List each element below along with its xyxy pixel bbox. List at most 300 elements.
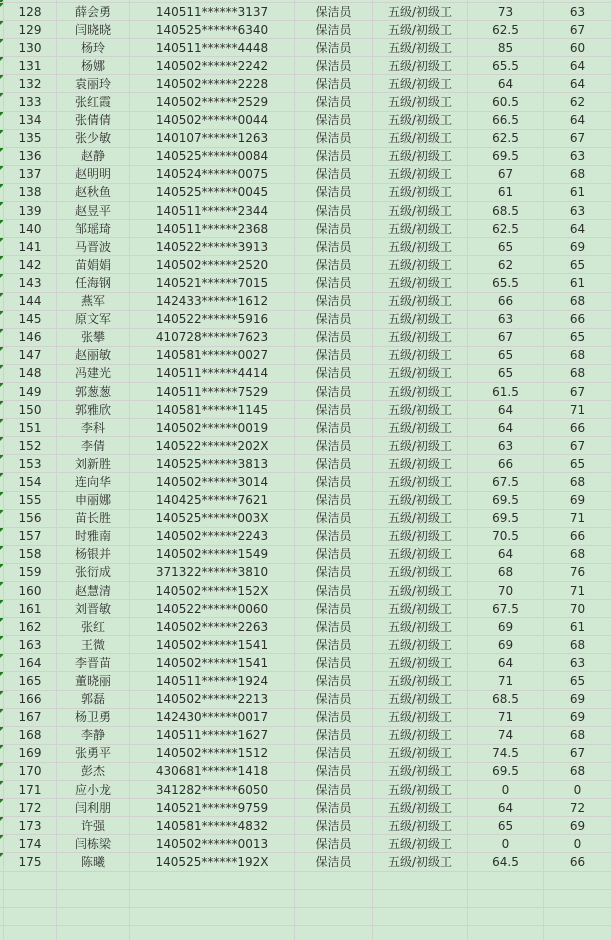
cell-score-2[interactable]: 68 [544,636,611,654]
cell-score-1[interactable]: 73 [468,3,544,21]
cell-skill-level[interactable]: 五级/初级工 [373,618,468,636]
cell-id-number-masked[interactable]: 140525******192X [130,853,295,871]
cell-skill-level[interactable]: 五级/初级工 [373,727,468,745]
cell-job-title[interactable]: 保洁员 [295,75,373,93]
cell-skill-level[interactable]: 五级/初级工 [373,691,468,709]
cell-score-2[interactable]: 68 [544,727,611,745]
cell-employee-name[interactable]: 董晓丽 [57,672,130,690]
cell-id-number-masked[interactable]: 140502******1541 [130,636,295,654]
cell-row-number[interactable]: 164 [4,654,57,672]
cell-skill-level[interactable]: 五级/初级工 [373,130,468,148]
cell-score-1[interactable]: 66 [468,293,544,311]
cell-job-title[interactable]: 保洁员 [295,835,373,853]
cell-score-1[interactable]: 66.5 [468,112,544,130]
cell-job-title[interactable]: 保洁员 [295,727,373,745]
cell-job-title[interactable]: 保洁员 [295,3,373,21]
cell-score-2[interactable]: 71 [544,510,611,528]
cell-job-title[interactable]: 保洁员 [295,654,373,672]
cell-row-number[interactable]: 146 [4,329,57,347]
cell-score-2[interactable] [544,872,611,890]
cell-row-number[interactable]: 147 [4,347,57,365]
cell-id-number-masked[interactable]: 140502******1541 [130,654,295,672]
cell-skill-level[interactable]: 五级/初级工 [373,546,468,564]
cell-employee-name[interactable]: 闫栋梁 [57,835,130,853]
cell-row-number[interactable]: 174 [4,835,57,853]
cell-score-1[interactable]: 64 [468,75,544,93]
cell-job-title[interactable]: 保洁员 [295,853,373,871]
cell-employee-name[interactable]: 冯建光 [57,365,130,383]
cell-job-title[interactable]: 保洁员 [295,437,373,455]
cell-employee-name[interactable]: 薛会勇 [57,3,130,21]
cell-job-title[interactable]: 保洁员 [295,21,373,39]
cell-job-title[interactable]: 保洁员 [295,636,373,654]
cell-skill-level[interactable]: 五级/初级工 [373,112,468,130]
cell-score-2[interactable]: 63 [544,202,611,220]
cell-score-1[interactable]: 68.5 [468,691,544,709]
cell-id-number-masked[interactable]: 140511******2344 [130,202,295,220]
cell-score-2[interactable]: 68 [544,473,611,491]
cell-score-1[interactable]: 61.5 [468,383,544,401]
cell-row-number[interactable]: 160 [4,582,57,600]
cell-skill-level[interactable]: 五级/初级工 [373,492,468,510]
cell-skill-level[interactable]: 五级/初级工 [373,383,468,401]
cell-row-number[interactable] [4,872,57,890]
cell-id-number-masked[interactable]: 140502******2213 [130,691,295,709]
cell-skill-level[interactable]: 五级/初级工 [373,57,468,75]
cell-skill-level[interactable]: 五级/初级工 [373,365,468,383]
cell-employee-name[interactable]: 杨玲 [57,39,130,57]
cell-id-number-masked[interactable]: 140522******202X [130,437,295,455]
cell-employee-name[interactable] [57,908,130,926]
cell-job-title[interactable]: 保洁员 [295,781,373,799]
cell-score-1[interactable]: 64 [468,799,544,817]
cell-job-title[interactable] [295,908,373,926]
cell-job-title[interactable]: 保洁员 [295,473,373,491]
cell-score-2[interactable] [544,890,611,908]
cell-job-title[interactable]: 保洁员 [295,148,373,166]
cell-score-2[interactable]: 66 [544,528,611,546]
cell-skill-level[interactable]: 五级/初级工 [373,148,468,166]
cell-id-number-masked[interactable]: 140581******1145 [130,401,295,419]
cell-score-1[interactable]: 68.5 [468,202,544,220]
cell-job-title[interactable]: 保洁员 [295,365,373,383]
cell-row-number[interactable]: 163 [4,636,57,654]
cell-score-2[interactable]: 67 [544,21,611,39]
cell-id-number-masked[interactable]: 140511******1924 [130,672,295,690]
cell-score-2[interactable]: 68 [544,546,611,564]
cell-skill-level[interactable]: 五级/初级工 [373,274,468,292]
cell-score-2[interactable]: 72 [544,799,611,817]
cell-score-2[interactable]: 67 [544,437,611,455]
cell-id-number-masked[interactable]: 140511******1627 [130,727,295,745]
cell-job-title[interactable]: 保洁员 [295,528,373,546]
cell-id-number-masked[interactable]: 142430******0017 [130,709,295,727]
cell-employee-name[interactable]: 杨娜 [57,57,130,75]
cell-row-number[interactable]: 138 [4,184,57,202]
cell-score-2[interactable]: 65 [544,455,611,473]
cell-row-number[interactable]: 139 [4,202,57,220]
cell-row-number[interactable]: 175 [4,853,57,871]
cell-skill-level[interactable]: 五级/初级工 [373,763,468,781]
cell-job-title[interactable]: 保洁员 [295,293,373,311]
cell-job-title[interactable]: 保洁员 [295,763,373,781]
cell-skill-level[interactable]: 五级/初级工 [373,202,468,220]
cell-id-number-masked[interactable]: 140525******0084 [130,148,295,166]
cell-id-number-masked[interactable]: 140502******2228 [130,75,295,93]
cell-skill-level[interactable]: 五级/初级工 [373,93,468,111]
cell-employee-name[interactable]: 刘晋敏 [57,600,130,618]
cell-employee-name[interactable]: 李科 [57,419,130,437]
cell-row-number[interactable]: 148 [4,365,57,383]
cell-score-2[interactable] [544,908,611,926]
cell-row-number[interactable]: 131 [4,57,57,75]
cell-score-2[interactable]: 69 [544,709,611,727]
cell-row-number[interactable]: 140 [4,220,57,238]
cell-score-1[interactable] [468,890,544,908]
cell-job-title[interactable] [295,872,373,890]
cell-score-2[interactable]: 63 [544,654,611,672]
cell-row-number[interactable]: 169 [4,745,57,763]
cell-id-number-masked[interactable]: 371322******3810 [130,564,295,582]
cell-id-number-masked[interactable]: 140502******1512 [130,745,295,763]
cell-row-number[interactable]: 150 [4,401,57,419]
cell-employee-name[interactable] [57,872,130,890]
cell-score-2[interactable]: 69 [544,492,611,510]
cell-job-title[interactable]: 保洁员 [295,383,373,401]
cell-score-2[interactable]: 68 [544,347,611,365]
cell-row-number[interactable]: 156 [4,510,57,528]
cell-skill-level[interactable]: 五级/初级工 [373,709,468,727]
cell-score-1[interactable]: 74.5 [468,745,544,763]
cell-score-2[interactable]: 67 [544,745,611,763]
cell-employee-name[interactable]: 李晋苗 [57,654,130,672]
cell-row-number[interactable] [4,890,57,908]
cell-job-title[interactable]: 保洁员 [295,564,373,582]
cell-id-number-masked[interactable] [130,908,295,926]
cell-score-1[interactable]: 63 [468,437,544,455]
cell-score-1[interactable]: 65.5 [468,274,544,292]
cell-score-2[interactable]: 71 [544,582,611,600]
cell-job-title[interactable]: 保洁员 [295,329,373,347]
cell-row-number[interactable]: 167 [4,709,57,727]
cell-score-2[interactable]: 70 [544,600,611,618]
cell-score-1[interactable]: 65 [468,365,544,383]
cell-skill-level[interactable]: 五级/初级工 [373,455,468,473]
cell-score-2[interactable]: 65 [544,329,611,347]
cell-job-title[interactable]: 保洁员 [295,455,373,473]
cell-id-number-masked[interactable]: 140502******0044 [130,112,295,130]
cell-skill-level[interactable] [373,890,468,908]
cell-score-1[interactable]: 62.5 [468,130,544,148]
cell-id-number-masked[interactable]: 341282******6050 [130,781,295,799]
cell-id-number-masked[interactable]: 140525******003X [130,510,295,528]
cell-score-2[interactable]: 69 [544,238,611,256]
cell-skill-level[interactable]: 五级/初级工 [373,600,468,618]
cell-id-number-masked[interactable]: 140511******3137 [130,3,295,21]
cell-employee-name[interactable]: 郭葱葱 [57,383,130,401]
cell-skill-level[interactable]: 五级/初级工 [373,781,468,799]
cell-row-number[interactable]: 135 [4,130,57,148]
cell-score-1[interactable]: 62.5 [468,220,544,238]
cell-job-title[interactable]: 保洁员 [295,112,373,130]
cell-row-number[interactable]: 159 [4,564,57,582]
cell-score-2[interactable]: 64 [544,112,611,130]
cell-skill-level[interactable]: 五级/初级工 [373,75,468,93]
cell-id-number-masked[interactable]: 140581******0027 [130,347,295,365]
cell-score-2[interactable]: 71 [544,401,611,419]
cell-score-2[interactable]: 0 [544,781,611,799]
cell-employee-name[interactable]: 张红 [57,618,130,636]
cell-score-1[interactable]: 64 [468,419,544,437]
cell-employee-name[interactable]: 彭杰 [57,763,130,781]
cell-id-number-masked[interactable]: 140522******5916 [130,311,295,329]
cell-id-number-masked[interactable]: 140581******4832 [130,817,295,835]
cell-score-1[interactable]: 69 [468,636,544,654]
cell-id-number-masked[interactable]: 140511******4448 [130,39,295,57]
cell-row-number[interactable]: 155 [4,492,57,510]
cell-row-number[interactable] [4,926,57,940]
cell-employee-name[interactable]: 郭磊 [57,691,130,709]
cell-job-title[interactable]: 保洁员 [295,492,373,510]
cell-score-2[interactable]: 69 [544,817,611,835]
cell-employee-name[interactable]: 马晋波 [57,238,130,256]
cell-employee-name[interactable]: 赵明明 [57,166,130,184]
cell-skill-level[interactable]: 五级/初级工 [373,654,468,672]
cell-employee-name[interactable]: 张少敏 [57,130,130,148]
cell-skill-level[interactable] [373,872,468,890]
cell-id-number-masked[interactable]: 140502******0019 [130,419,295,437]
cell-row-number[interactable]: 161 [4,600,57,618]
cell-row-number[interactable]: 130 [4,39,57,57]
cell-skill-level[interactable]: 五级/初级工 [373,39,468,57]
cell-id-number-masked[interactable]: 140502******3014 [130,473,295,491]
cell-id-number-masked[interactable]: 140511******2368 [130,220,295,238]
cell-row-number[interactable]: 141 [4,238,57,256]
cell-employee-name[interactable]: 任海钢 [57,274,130,292]
cell-skill-level[interactable]: 五级/初级工 [373,329,468,347]
cell-skill-level[interactable]: 五级/初级工 [373,564,468,582]
cell-score-1[interactable]: 62 [468,256,544,274]
cell-job-title[interactable]: 保洁员 [295,510,373,528]
cell-employee-name[interactable]: 闫利朋 [57,799,130,817]
cell-job-title[interactable]: 保洁员 [295,419,373,437]
cell-row-number[interactable]: 151 [4,419,57,437]
cell-score-1[interactable]: 67.5 [468,600,544,618]
cell-employee-name[interactable]: 杨卫勇 [57,709,130,727]
cell-employee-name[interactable]: 张攀 [57,329,130,347]
cell-id-number-masked[interactable]: 140522******0060 [130,600,295,618]
cell-score-2[interactable]: 68 [544,166,611,184]
cell-row-number[interactable]: 129 [4,21,57,39]
cell-employee-name[interactable]: 赵慧清 [57,582,130,600]
cell-employee-name[interactable]: 原文军 [57,311,130,329]
cell-employee-name[interactable]: 刘新胜 [57,455,130,473]
cell-id-number-masked[interactable]: 140502******2520 [130,256,295,274]
cell-job-title[interactable]: 保洁员 [295,202,373,220]
cell-employee-name[interactable]: 赵昱平 [57,202,130,220]
cell-score-1[interactable]: 64 [468,546,544,564]
cell-id-number-masked[interactable]: 140425******7621 [130,492,295,510]
cell-score-2[interactable] [544,926,611,940]
cell-row-number[interactable]: 158 [4,546,57,564]
cell-row-number[interactable]: 136 [4,148,57,166]
cell-row-number[interactable] [4,908,57,926]
cell-skill-level[interactable]: 五级/初级工 [373,853,468,871]
cell-job-title[interactable]: 保洁员 [295,184,373,202]
cell-employee-name[interactable]: 郭雅欣 [57,401,130,419]
cell-employee-name[interactable]: 李静 [57,727,130,745]
cell-score-1[interactable]: 0 [468,781,544,799]
cell-skill-level[interactable]: 五级/初级工 [373,528,468,546]
cell-row-number[interactable]: 149 [4,383,57,401]
cell-skill-level[interactable]: 五级/初级工 [373,510,468,528]
cell-skill-level[interactable] [373,926,468,940]
cell-score-1[interactable]: 67 [468,166,544,184]
cell-employee-name[interactable]: 许强 [57,817,130,835]
cell-employee-name[interactable]: 连向华 [57,473,130,491]
cell-score-2[interactable]: 64 [544,57,611,75]
cell-score-2[interactable]: 60 [544,39,611,57]
cell-id-number-masked[interactable]: 140502******152X [130,582,295,600]
cell-job-title[interactable] [295,926,373,940]
cell-row-number[interactable]: 162 [4,618,57,636]
cell-job-title[interactable]: 保洁员 [295,817,373,835]
cell-score-1[interactable]: 63 [468,311,544,329]
cell-job-title[interactable]: 保洁员 [295,745,373,763]
cell-score-2[interactable]: 66 [544,311,611,329]
cell-skill-level[interactable]: 五级/初级工 [373,835,468,853]
cell-employee-name[interactable]: 王微 [57,636,130,654]
cell-score-1[interactable]: 67 [468,329,544,347]
cell-id-number-masked[interactable] [130,890,295,908]
cell-job-title[interactable]: 保洁员 [295,347,373,365]
cell-id-number-masked[interactable]: 140502******2263 [130,618,295,636]
cell-score-1[interactable]: 65 [468,238,544,256]
cell-employee-name[interactable]: 赵丽敏 [57,347,130,365]
cell-score-2[interactable]: 65 [544,256,611,274]
cell-score-2[interactable]: 69 [544,691,611,709]
cell-row-number[interactable]: 134 [4,112,57,130]
cell-id-number-masked[interactable]: 142433******1612 [130,293,295,311]
cell-skill-level[interactable]: 五级/初级工 [373,220,468,238]
cell-row-number[interactable]: 170 [4,763,57,781]
cell-score-1[interactable]: 65.5 [468,57,544,75]
cell-score-1[interactable] [468,926,544,940]
cell-id-number-masked[interactable] [130,926,295,940]
cell-job-title[interactable]: 保洁员 [295,274,373,292]
cell-score-2[interactable]: 66 [544,853,611,871]
cell-employee-name[interactable]: 袁丽玲 [57,75,130,93]
cell-job-title[interactable]: 保洁员 [295,39,373,57]
cell-score-1[interactable]: 71 [468,709,544,727]
cell-skill-level[interactable]: 五级/初级工 [373,3,468,21]
cell-score-1[interactable]: 64 [468,401,544,419]
cell-id-number-masked[interactable]: 140511******7529 [130,383,295,401]
cell-employee-name[interactable]: 张衍成 [57,564,130,582]
cell-id-number-masked[interactable] [130,872,295,890]
cell-id-number-masked[interactable]: 140502******2529 [130,93,295,111]
cell-score-1[interactable]: 64.5 [468,853,544,871]
cell-score-1[interactable]: 65 [468,347,544,365]
cell-employee-name[interactable]: 张勇平 [57,745,130,763]
cell-row-number[interactable]: 172 [4,799,57,817]
cell-score-1[interactable]: 65 [468,817,544,835]
cell-job-title[interactable]: 保洁员 [295,672,373,690]
cell-skill-level[interactable]: 五级/初级工 [373,166,468,184]
cell-employee-name[interactable]: 张倩倩 [57,112,130,130]
cell-job-title[interactable]: 保洁员 [295,311,373,329]
cell-job-title[interactable]: 保洁员 [295,220,373,238]
cell-job-title[interactable]: 保洁员 [295,799,373,817]
cell-employee-name[interactable]: 苗娟娟 [57,256,130,274]
cell-row-number[interactable]: 152 [4,437,57,455]
cell-score-2[interactable]: 64 [544,220,611,238]
cell-score-1[interactable]: 69.5 [468,763,544,781]
cell-job-title[interactable]: 保洁员 [295,93,373,111]
cell-score-2[interactable]: 67 [544,130,611,148]
cell-score-2[interactable]: 61 [544,184,611,202]
cell-skill-level[interactable]: 五级/初级工 [373,672,468,690]
cell-id-number-masked[interactable]: 430681******1418 [130,763,295,781]
cell-job-title[interactable] [295,890,373,908]
cell-score-1[interactable]: 0 [468,835,544,853]
cell-job-title[interactable]: 保洁员 [295,401,373,419]
cell-id-number-masked[interactable]: 140511******4414 [130,365,295,383]
cell-score-1[interactable]: 62.5 [468,21,544,39]
cell-row-number[interactable]: 153 [4,455,57,473]
cell-row-number[interactable]: 142 [4,256,57,274]
cell-job-title[interactable]: 保洁员 [295,546,373,564]
cell-employee-name[interactable]: 李倩 [57,437,130,455]
cell-id-number-masked[interactable]: 140502******2242 [130,57,295,75]
cell-skill-level[interactable]: 五级/初级工 [373,799,468,817]
cell-score-1[interactable]: 66 [468,455,544,473]
cell-score-2[interactable]: 63 [544,3,611,21]
cell-job-title[interactable]: 保洁员 [295,256,373,274]
cell-job-title[interactable]: 保洁员 [295,709,373,727]
cell-score-1[interactable]: 61 [468,184,544,202]
cell-score-1[interactable]: 71 [468,672,544,690]
cell-skill-level[interactable]: 五级/初级工 [373,473,468,491]
cell-skill-level[interactable]: 五级/初级工 [373,419,468,437]
cell-row-number[interactable]: 154 [4,473,57,491]
cell-score-2[interactable]: 0 [544,835,611,853]
cell-score-1[interactable]: 64 [468,654,544,672]
cell-score-2[interactable]: 66 [544,419,611,437]
cell-skill-level[interactable]: 五级/初级工 [373,184,468,202]
cell-id-number-masked[interactable]: 140522******3913 [130,238,295,256]
cell-employee-name[interactable]: 邹瑶琦 [57,220,130,238]
cell-skill-level[interactable]: 五级/初级工 [373,256,468,274]
cell-score-2[interactable]: 61 [544,618,611,636]
cell-row-number[interactable]: 133 [4,93,57,111]
cell-employee-name[interactable]: 张红霞 [57,93,130,111]
cell-job-title[interactable]: 保洁员 [295,582,373,600]
cell-skill-level[interactable] [373,908,468,926]
cell-skill-level[interactable]: 五级/初级工 [373,636,468,654]
cell-score-2[interactable]: 68 [544,293,611,311]
cell-score-1[interactable]: 68 [468,564,544,582]
cell-score-2[interactable]: 61 [544,274,611,292]
cell-id-number-masked[interactable]: 140502******2243 [130,528,295,546]
cell-id-number-masked[interactable]: 140525******0045 [130,184,295,202]
cell-row-number[interactable]: 171 [4,781,57,799]
cell-score-1[interactable]: 70.5 [468,528,544,546]
cell-score-1[interactable]: 69 [468,618,544,636]
cell-id-number-masked[interactable]: 140521******7015 [130,274,295,292]
cell-job-title[interactable]: 保洁员 [295,691,373,709]
cell-row-number[interactable]: 157 [4,528,57,546]
